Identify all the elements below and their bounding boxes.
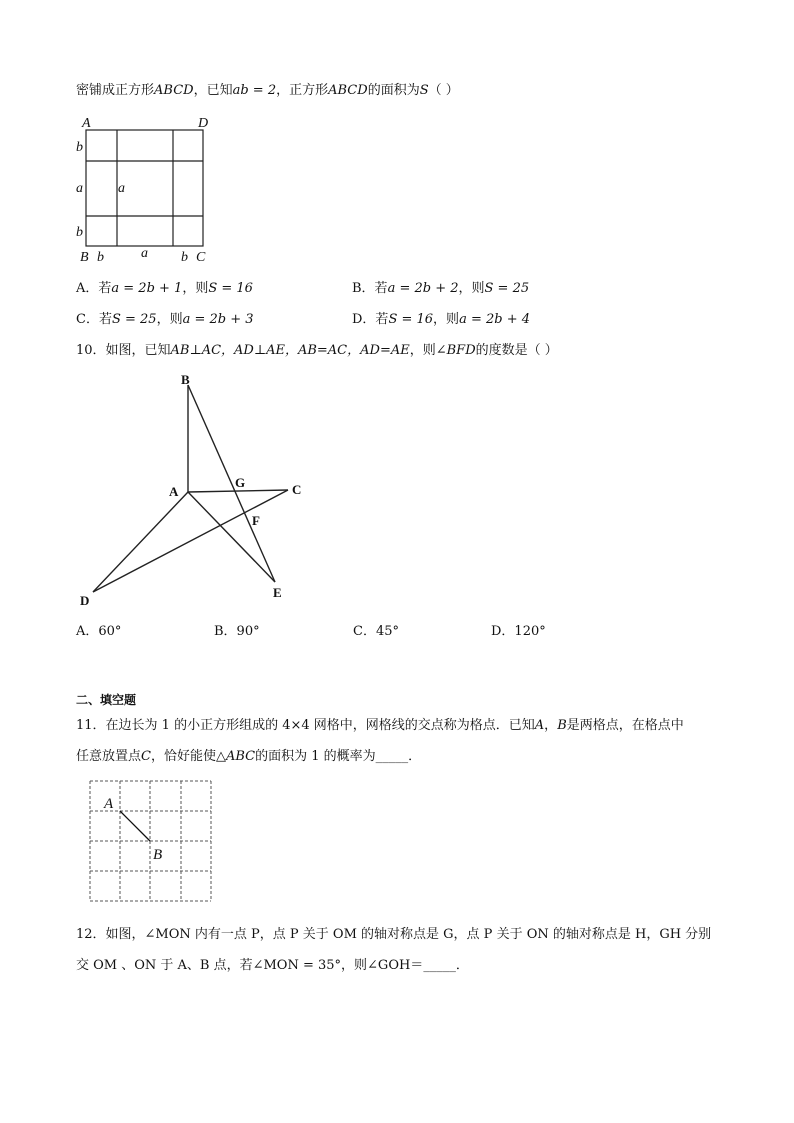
q9-label-b-bottom-left: b	[76, 225, 83, 240]
q9-label-B: B	[80, 250, 89, 265]
q10-option-d: D．120°	[491, 624, 546, 639]
q10-label-A: A	[169, 484, 179, 499]
q11-answer-blank: _____	[375, 749, 409, 764]
q9-stem: 密铺成正方形ABCD，已知ab = 2，正方形ABCD的面积为S（ ）	[76, 83, 459, 98]
q10-option-a: A．60°	[76, 624, 122, 639]
q11-line2: 任意放置点C，恰好能使△ABC的面积为 1 的概率为_____．	[76, 749, 422, 764]
q9-option-b: B．若a = 2b + 2，则S = 25	[352, 281, 530, 296]
q11-label-B: B	[153, 847, 163, 863]
q9-label-b-top: b	[76, 140, 83, 155]
q10-label-F: F	[252, 513, 260, 528]
q9-label-b-br: b	[181, 250, 188, 265]
q10-label-B: B	[181, 372, 190, 387]
q9-option-d: D．若S = 16，则a = 2b + 4	[352, 312, 530, 327]
q9-label-a-bottom: a	[141, 246, 148, 261]
q11-segment-AB	[120, 811, 150, 841]
q10-stem: 10．如图，已知AB⊥AC，AD⊥AE，AB=AC，AD=AE，则∠BFD的度数是（ ）	[76, 343, 558, 358]
q10-label-C: C	[292, 482, 302, 497]
q11-line1: 11．在边长为 1 的小正方形组成的 4×4 网格中，网格线的交点称为格点．已知A，B是两格点，在格点中	[76, 718, 684, 733]
q10-option-c: C．45°	[353, 624, 399, 639]
q10-label-D: D	[80, 593, 90, 608]
q9-option-a: A．若a = 2b + 1，则S = 16	[76, 281, 253, 296]
q11-label-A: A	[104, 796, 114, 812]
q10-label-E: E	[273, 585, 282, 600]
q9-label-A: A	[82, 116, 91, 131]
section-title: 二、填空题	[76, 693, 137, 707]
q12-line2: 交 OM 、ON 于 A、B 点，若∠MON = 35°，则∠GOH＝_____．	[76, 958, 469, 973]
q9-label-a-inner: a	[118, 181, 125, 196]
q9-label-a-left: a	[76, 181, 83, 196]
q12-answer-blank: _____	[423, 958, 456, 973]
q9-label-C: C	[196, 250, 206, 265]
q12-line1: 12．如图，∠MON 内有一点 P，点 P 关于 OM 的轴对称点是 G，点 P 关于 ON 的轴对称点是 H，GH 分别	[76, 927, 712, 942]
q9-option-c: C．若S = 25，则a = 2b + 3	[76, 312, 254, 327]
q9-label-D: D	[198, 116, 209, 131]
q10-label-G: G	[235, 475, 246, 490]
q9-label-b-bl: b	[97, 250, 104, 265]
q10-option-b: B．90°	[214, 624, 260, 639]
